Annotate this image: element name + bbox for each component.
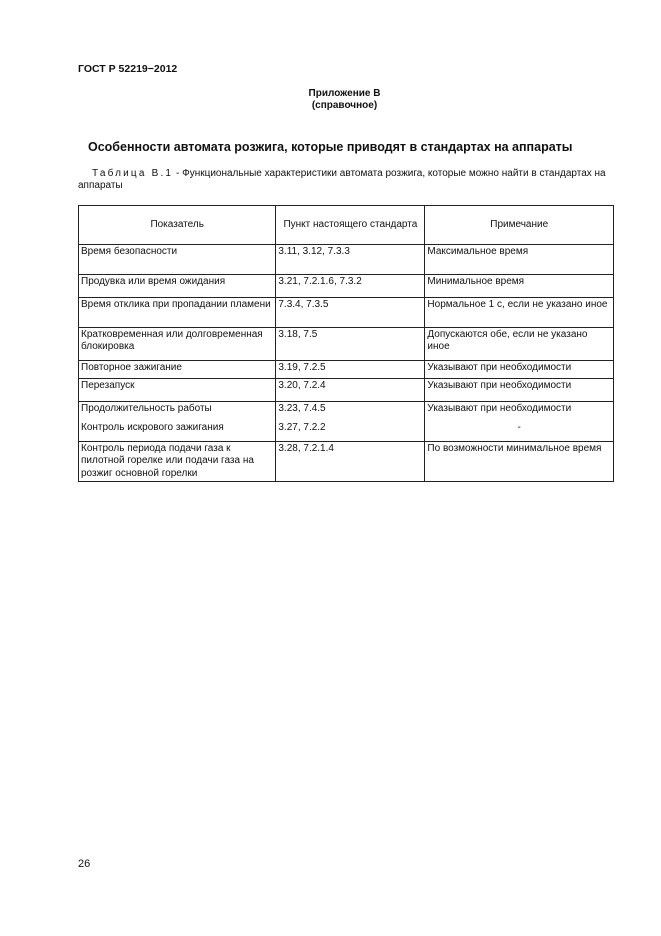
indicator-cell: Контроль искрового зажигания (79, 421, 276, 442)
column-header-clause: Пункт настоящего стандарта (276, 206, 425, 245)
clause-cell: 3.20, 7.2.4 (276, 379, 425, 402)
indicator-cell: Повторное зажигание (79, 361, 276, 379)
note-cell: Указывают при необходимости (425, 361, 614, 379)
characteristics-table (78, 205, 614, 482)
indicator-cell: Контроль периода подачи газа к пилотной горелке или подачи газа на розжиг основной горелки (79, 442, 276, 482)
table-row (79, 421, 614, 442)
clause-cell: 7.3.4, 7.3.5 (276, 298, 425, 328)
table-row (79, 442, 614, 482)
table-row (79, 379, 614, 402)
clause-cell: 3.18, 7.5 (276, 328, 425, 361)
note-cell: Допускаются обе, если не указано иное (425, 328, 614, 361)
table-caption-lead: Таблица В.1 (92, 168, 174, 179)
section-heading: Особенности автомата розжига, которые приводят в стандартах на аппараты (88, 140, 573, 154)
page-number: 26 (78, 858, 91, 870)
table-row (79, 402, 614, 421)
indicator-cell: Кратковременная или долговременная блокировка (79, 328, 276, 361)
appendix-note: (справочное) (311, 100, 378, 111)
note-cell: - (425, 421, 614, 442)
note-cell: Указывают при необходимости (425, 379, 614, 402)
table-row (79, 328, 614, 361)
appendix-title: Приложение В (308, 88, 381, 99)
note-cell: Указывают при необходимости (425, 402, 614, 421)
table-row (79, 245, 614, 275)
note-cell: Нормальное 1 с, если не указано иное (425, 298, 614, 328)
clause-cell: 3.28, 7.2.1.4 (276, 442, 425, 482)
clause-cell: 3.11, 3.12, 7.3.3 (276, 245, 425, 275)
column-header-indicator: Показатель (79, 206, 276, 245)
table-row (79, 298, 614, 328)
table-row (79, 275, 614, 298)
column-header-note: Примечание (425, 206, 614, 245)
note-cell: Максимальное время (425, 245, 614, 275)
clause-cell: 3.19, 7.2.5 (276, 361, 425, 379)
indicator-cell: Перезапуск (79, 379, 276, 402)
note-cell: Минимальное время (425, 275, 614, 298)
indicator-cell: Продувка или время ожидания (79, 275, 276, 298)
indicator-cell: Время отклика при пропадании пламени (79, 298, 276, 328)
indicator-cell: Продолжительность работы (79, 402, 276, 421)
clause-cell: 3.23, 7.4.5 (276, 402, 425, 421)
note-cell: По возможности минимальное время (425, 442, 614, 482)
clause-cell: 3.21, 7.2.1.6, 7.3.2 (276, 275, 425, 298)
clause-cell: 3.27, 7.2.2 (276, 421, 425, 442)
table-caption-text: - Функциональные характеристики автомата розжига, которые можно найти в стандартах на аппараты (78, 168, 606, 191)
table-header-row (79, 206, 614, 245)
table-row (79, 361, 614, 379)
table-caption (78, 168, 618, 192)
standard-designation: ГОСТ Р 52219−2012 (78, 63, 178, 75)
indicator-cell: Время безопасности (79, 245, 276, 275)
